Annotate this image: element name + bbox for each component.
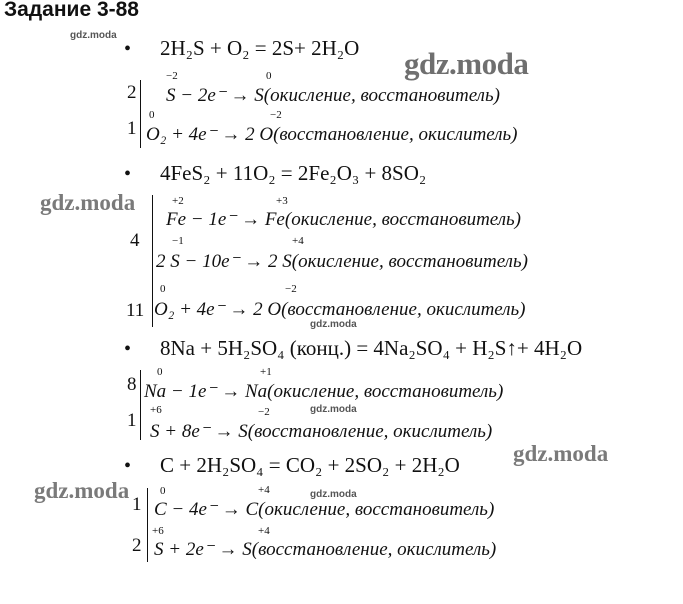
half-reaction-equation: S + 8e⁻ → S xyxy=(150,421,248,442)
oxidation-state: +6 xyxy=(150,404,162,416)
oxidation-state: 0 xyxy=(160,485,166,497)
half-reaction-equation: Fe − 1e⁻ → Fe xyxy=(166,209,285,230)
oxidation-state: 0 xyxy=(266,70,272,82)
half-reaction xyxy=(154,538,496,561)
balance-coefficient: 2 xyxy=(132,535,142,556)
half-reaction-equation: 2 S − 10e⁻ → 2 S xyxy=(156,251,292,272)
oxidation-state: +6 xyxy=(152,525,164,537)
half-reaction-note: (восстановление, окислитель) xyxy=(251,539,497,560)
watermark-small: gdz.moda xyxy=(310,404,357,415)
watermark-logo: gdz.moda xyxy=(404,46,529,81)
half-reaction xyxy=(166,84,500,107)
half-reaction-note: (окисление, восстановитель) xyxy=(284,209,522,230)
half-reaction-note: (окисление, восстановитель) xyxy=(291,251,528,272)
reaction-equation: 2H₂S + O₂ = 2S+ 2H₂O xyxy=(160,36,360,60)
half-reaction-equation: Na − 1e⁻ → Na xyxy=(144,381,268,402)
balance-coefficient: 4 xyxy=(130,230,140,251)
half-reaction-equation: S − 2e⁻ → S xyxy=(166,85,264,106)
watermark-logo: gdz.moda xyxy=(34,478,130,503)
half-reaction-equation: O₂ + 4e⁻ → 2 O xyxy=(146,124,274,145)
half-reaction xyxy=(156,250,528,273)
reaction-equation: 4FeS₂ + 11O₂ = 2Fe₂O₃ + 8SO₂ xyxy=(160,161,427,185)
oxidation-state: +4 xyxy=(292,235,304,247)
oxidation-state: 0 xyxy=(160,283,166,295)
task-title: Задание 3-88 xyxy=(4,0,139,21)
oxidation-state: −2 xyxy=(270,109,282,121)
balance-bar xyxy=(140,370,141,440)
oxidation-state: +1 xyxy=(260,366,272,378)
oxidation-state: +4 xyxy=(258,525,270,537)
balance-coefficient: 1 xyxy=(127,410,137,431)
half-reaction-note: (окисление, восстановитель) xyxy=(258,499,495,520)
balance-coefficient: 8 xyxy=(127,374,137,395)
half-reaction xyxy=(144,380,503,403)
watermark-logo: gdz.moda xyxy=(513,441,609,466)
oxidation-state: 0 xyxy=(157,366,163,378)
reaction-equation: 8Na + 5H₂SO₄ (конц.) = 4Na₂SO₄ + H₂S↑+ 4H₂O xyxy=(160,336,583,360)
balance-bar xyxy=(152,195,153,327)
half-reaction-equation: S + 2e⁻ → S xyxy=(154,539,252,560)
half-reaction-note: (восстановление, окислитель) xyxy=(281,299,526,320)
bullet: • xyxy=(124,38,132,60)
watermark-small: gdz.moda xyxy=(310,489,357,500)
half-reaction xyxy=(146,123,518,146)
oxidation-state: +2 xyxy=(172,195,184,207)
reaction-equation: C + 2H₂SO₄ = CO₂ + 2SO₂ + 2H₂O xyxy=(160,453,460,477)
oxidation-state: −2 xyxy=(166,70,178,82)
half-reaction-note: (восстановление, окислитель) xyxy=(273,124,518,145)
watermark-small: gdz.moda xyxy=(310,319,357,330)
half-reaction xyxy=(154,298,526,321)
oxidation-state: −2 xyxy=(258,406,270,418)
bullet: • xyxy=(124,163,132,185)
balance-bar xyxy=(147,488,148,562)
oxidation-state: −1 xyxy=(172,235,184,247)
half-reaction-note: (окисление, восстановитель) xyxy=(267,381,504,402)
oxidation-state: +4 xyxy=(258,484,270,496)
half-reaction-equation: O₂ + 4e⁻ → 2 O xyxy=(154,299,282,320)
balance-coefficient: 11 xyxy=(126,300,145,321)
bullet: • xyxy=(124,455,132,477)
oxidation-state: −2 xyxy=(285,283,297,295)
oxidation-state: +3 xyxy=(276,195,288,207)
half-reaction xyxy=(154,498,494,521)
half-reaction-note: (окисление, восстановитель) xyxy=(263,85,500,106)
bullet: • xyxy=(124,338,132,360)
balance-coefficient: 1 xyxy=(127,118,137,139)
balance-bar xyxy=(140,80,141,148)
balance-coefficient: 2 xyxy=(127,82,137,103)
half-reaction-note: (восстановление, окислитель) xyxy=(247,421,493,442)
oxidation-state: 0 xyxy=(149,109,155,121)
watermark-small: gdz.moda xyxy=(70,30,117,41)
half-reaction xyxy=(166,208,521,231)
half-reaction-equation: C − 4e⁻ → C xyxy=(154,499,259,520)
watermark-logo: gdz.moda xyxy=(40,190,136,215)
balance-coefficient: 1 xyxy=(132,494,142,515)
half-reaction xyxy=(150,420,492,443)
